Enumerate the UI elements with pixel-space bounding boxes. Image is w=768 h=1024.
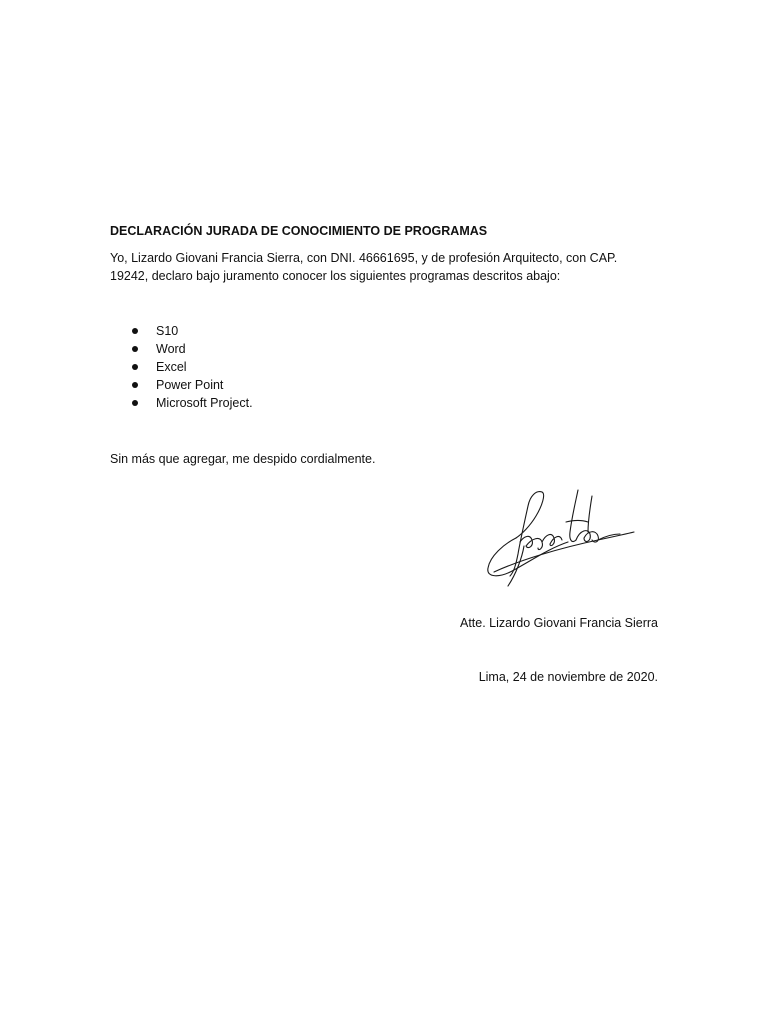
program-label: Microsoft Project. [156, 396, 253, 410]
bullet-icon [132, 400, 138, 406]
signature-icon [480, 486, 640, 592]
document-title: DECLARACIÓN JURADA DE CONOCIMIENTO DE PROGRAMAS [110, 224, 488, 238]
bullet-icon [132, 346, 138, 352]
intro-paragraph [110, 249, 650, 285]
list-item [110, 322, 253, 340]
programs-list [110, 322, 253, 412]
program-label: S10 [156, 324, 179, 338]
list-item [110, 358, 253, 376]
signer-name: Atte. Lizardo Giovani Francia Sierra [459, 616, 658, 630]
bullet-icon [132, 328, 138, 334]
program-label: Power Point [156, 378, 224, 392]
list-item [110, 340, 253, 358]
program-label: Excel [156, 360, 187, 374]
list-item [110, 394, 253, 412]
program-label: Word [156, 342, 186, 356]
closing-line: Sin más que agregar, me despido cordialmente. [110, 452, 376, 466]
bullet-icon [132, 364, 138, 370]
intro-line-1: Yo, Lizardo Giovani Francia Sierra, con DNI. 46661695, y de profesión Arquitecto, con CAP. [110, 251, 618, 265]
bullet-icon [132, 382, 138, 388]
intro-line-2: 19242, declaro bajo juramento conocer los siguientes programas descritos abajo: [110, 269, 561, 283]
list-item [110, 376, 253, 394]
document-date: Lima, 24 de noviembre de 2020. [478, 670, 658, 684]
